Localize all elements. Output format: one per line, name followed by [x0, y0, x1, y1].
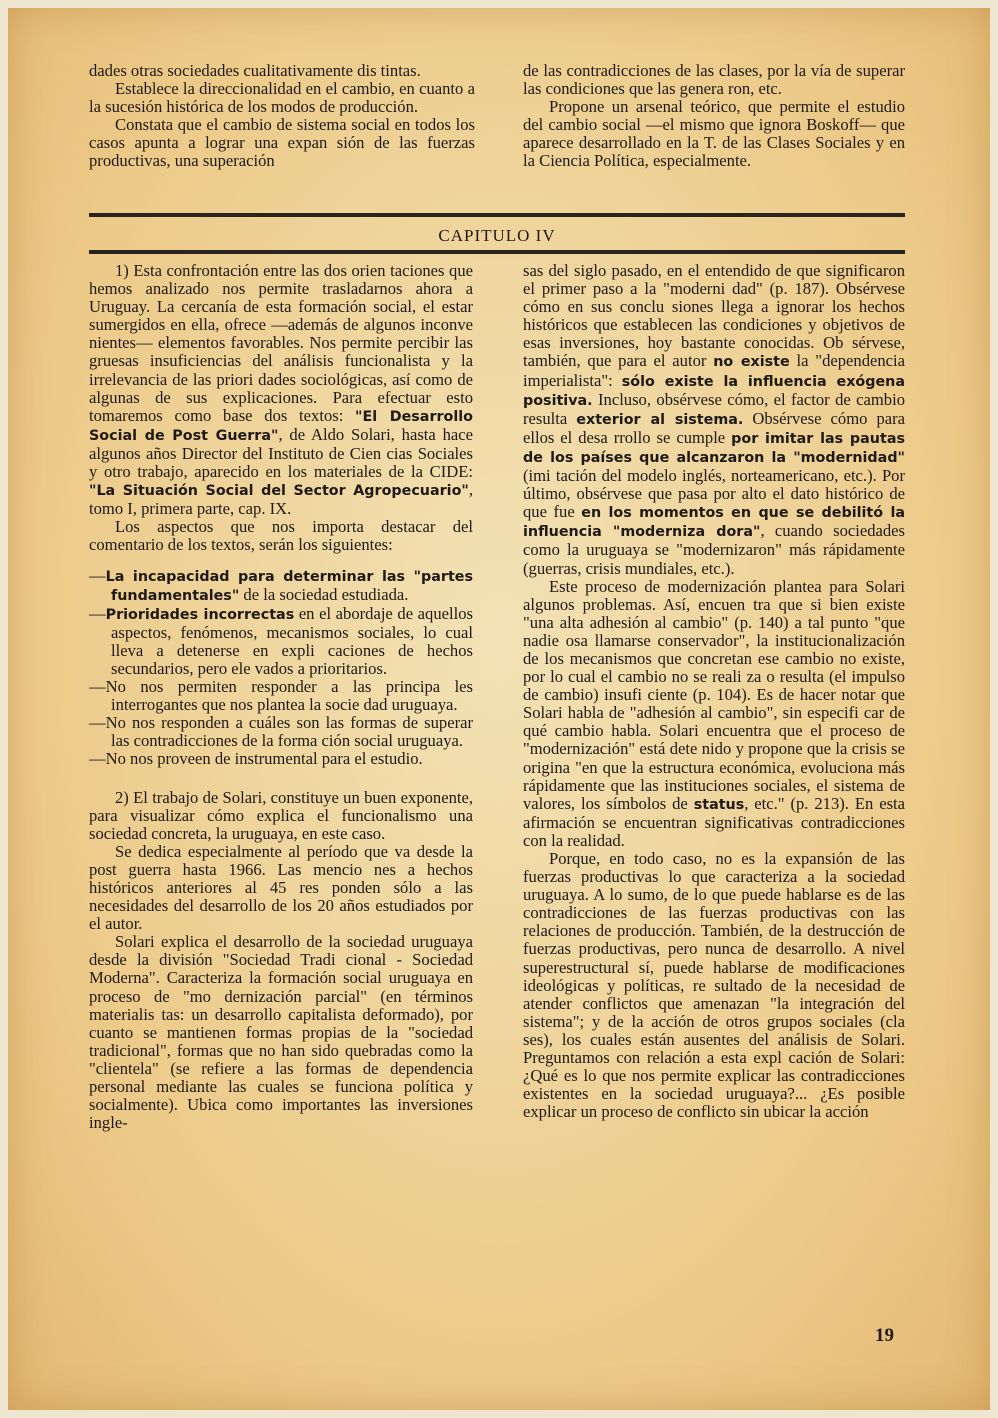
- paragraph: Se dedica especialmente al período que va desde la post guerra hasta 1966. Las mencio nes a hechos históricos anteriores al 45 res ponden sólo a las necesidades del desarrollo de los 20 años estudiados por el autor.: [89, 841, 473, 934]
- paragraph: de las contradicciones de las clases, por la vía de superar las condiciones que las genera ron, etc.: [523, 61, 905, 99]
- paragraph: sas del siglo pasado, en el entendido de que significaron el primer paso a la "moderni dad" (p. 187). Obsérvese cómo en sus conclu siones llega a ignorar los hechos históricos que establecen las condiciones y objetivos de esas inversiones, hoy bastante conocidas. Ob sérvese, también, que para el autor no existe la "dependencia imperialista": sólo existe la influencia exógena positiva. Incluso, obsérvese cómo, el factor de cambio resulta exterior al sistema. Obsérvese cómo para ellos el desa rrollo se cumple por imitar las pautas de los países que alcanzaron la "modernidad" (imi tación del modelo inglés, norteamericano, etc.). Por último, obsérvese que pasa por alto el dato histórico de que fue en los momentos en que se debilitó la influencia "moderniza dora", cuando sociedades como la uruguaya se "modernizaron" más rápidamente (guerras, crisis mundiales, etc.).: [523, 261, 906, 578]
- list-item: —Prioridades incorrectas en el abordaje de aquellos aspectos, fenómenos, mecanismos sociales, lo cual lleva a detenerse en expli caciones de hechos secundarios, pero ele vados a prioritarios.: [89, 603, 473, 678]
- divider-chapter: [89, 250, 905, 254]
- bold-title: "El Desarrollo Social de Post Guerra": [89, 408, 473, 444]
- top-right-column: [523, 62, 905, 171]
- aspects-list: [89, 567, 473, 769]
- chapter-title: CAPITULO IV: [438, 226, 556, 245]
- divider-top: [89, 213, 905, 217]
- left-column: [89, 262, 473, 1132]
- paragraph: 2) El trabajo de Solari, constituye un buen exponente, para visualizar cómo explica el funcionalismo una sociedad concreta, la uruguaya, en este caso.: [89, 787, 473, 843]
- paragraph: Propone un arsenal teórico, que permite el estudio del cambio social —el mismo que ignora Boskoff— que aparece desarrollado en la T. de las Clases Sociales y en la Ciencia Política, especialmente.: [523, 97, 905, 171]
- top-left-column: [89, 62, 475, 171]
- paragraph: 1) Esta confrontación entre las dos orien taciones que hemos analizado nos permite trasladarnos ahora a Uruguay. La cercanía de esta formación social, el estar sumergidos en ella, ofrece —además de algunos inconve nientes— elementos favorables. Nos permite percibir las gruesas insuficiencias del análisis funcionalista y la irrelevancia de las priori dades sociológicas, así como de algunas de sus explicaciones. Para efectuar esto tomaremos como base dos textos: "El Desarrollo Social de Post Guerra", de Aldo Solari, hasta hace algunos años Director del Instituto de Cien cias Sociales y otro trabajo, aparecido en los materiales de la CIDE: "La Situación Social del Sector Agropecuario", tomo I, primera parte, cap. IX.: [89, 261, 473, 519]
- list-item: —No nos responden a cuáles son las formas de superar las contradicciones de la forma ción social uruguaya.: [89, 713, 473, 751]
- paragraph: Porque, en todo caso, no es la expansión de las fuerzas productivas lo que caracteriza a la sociedad uruguaya. A lo sumo, de lo que puede hablarse es de las contradicciones de las fuerzas productivas con las relaciones de producción. También, de la destrucción de fuerzas productivas, pero nunca de desarrollo. A nivel superestructural sí, puede hablarse de modificaciones ideológicas y políticas, re sultado de la necesidad de atender conflictos que amenazan "la integración del sistema"; y de la acción de otros grupos sociales (cla ses), los cuales están ausentes del análisis de Solari. Preguntamos con relación a esta expl cación de Solari: ¿Qué es lo que nos permite explicar las contradicciones existentes en la sociedad uruguaya?... ¿Es posible explicar un proceso de conflicto sin ubicar la acción: [523, 849, 905, 1122]
- paragraph: Establece la direccionalidad en el cambio, en cuanto a la sucesión histórica de los modos de producción.: [89, 79, 475, 117]
- paragraph: dades otras sociedades cualitativamente dis tintas.: [89, 61, 421, 80]
- list-item: —La incapacidad para determinar las "partes fundamentales" de la sociedad estudiada.: [89, 565, 473, 604]
- paragraph: Solari explica el desarrollo de la sociedad uruguaya desde la división "Sociedad Tradi cional - Sociedad Moderna". Caracteriza la formación social uruguaya en proceso de "mo dernización parcial" (en términos materialis tas: un desarrollo capitalista deformado), por cuanto se mantienen formas propias de la "sociedad tradicional", formas que no han sido quebradas como la "clientela" (se refiere a las formas de dependencia personal mediante las cuales se funciona política y socialmente). Ubica como importantes las inversiones ingle-: [89, 932, 473, 1133]
- paragraph: Constata que el cambio de sistema social en todos los casos apunta a lograr una expan sión de las fuerzas productivas, una superación: [89, 115, 475, 171]
- bold-title: "La Situación Social del Sector Agropecuario": [89, 483, 469, 500]
- right-column: [523, 262, 905, 1121]
- page-number: 19: [875, 1325, 894, 1346]
- list-item: —No nos permiten responder a las principa les interrogantes que nos plantea la socie dad uruguaya.: [89, 677, 473, 715]
- list-item: —No nos proveen de instrumental para el estudio.: [89, 749, 423, 769]
- paragraph: Los aspectos que nos importa destacar del comentario de los textos, serán los siguientes:: [89, 517, 473, 555]
- paragraph: Este proceso de modernización plantea para Solari algunos problemas. Así, encuen tra que si bien existe "una alta adhesión al cambio" (p. 140) a tal punto "que nadie osa llamarse conservador", la institucionalización de los mecanismos que concretan ese cambio no existe, por lo cual el cambio no se reali za o resulta (el impulso de cambio) insufi ciente (p. 104). Es de hacer notar que Solari habla de "adhesión al cambio", sin especifi car de qué cambio habla. Solari encuentra que el proceso de "modernización" está dete nido y propone que la crisis se origina "en que la estructura económica, evoluciona más rápidamente que las instituciones sociales, el sistema de valores, los símbolos de status, etc." (p. 213). En esta afirmación se encuentran significativas contradicciones con la realidad.: [523, 576, 906, 850]
